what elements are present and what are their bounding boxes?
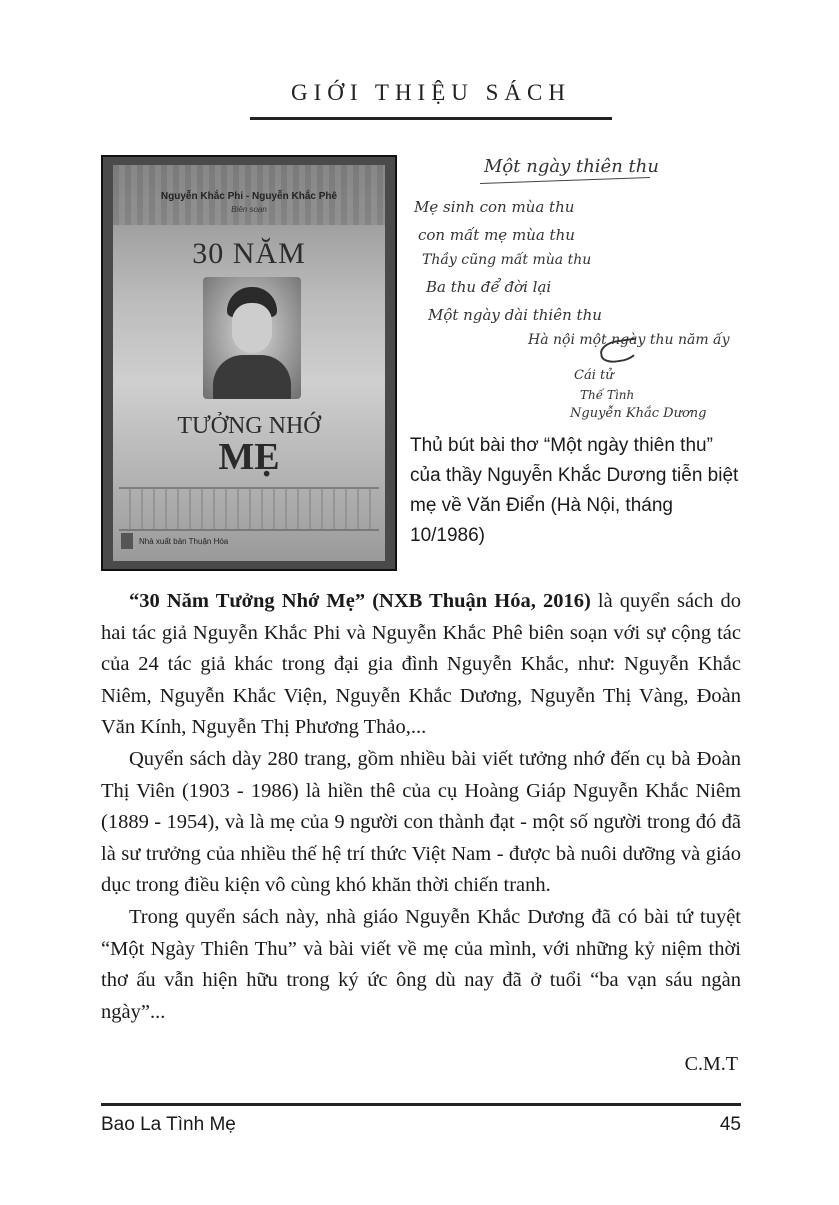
book-cover-image (101, 155, 397, 571)
manuscript-title-underline (480, 177, 650, 184)
paragraph: Trong quyển sách này, nhà giáo Nguyễn Khắc Dương đã có bài tứ tuyệt “Một Ngày Thiên Thu” và bài viết về mẹ của mình, với những kỷ niệm thời thơ ấu vẫn hiện hữu trong ký ức ông dù nay đã ở tuổi “ba vạn sáu ngàn ngày”... (101, 905, 741, 1023)
manuscript-line: Thế Tình (580, 388, 635, 402)
cover-title-mid: TƯỞNG NHỚ (177, 413, 321, 439)
cover-title-top: 30 NĂM (192, 237, 306, 270)
author-signature: C.M.T (684, 1053, 738, 1075)
cover-ornament (119, 487, 379, 531)
footer-divider (101, 1103, 741, 1106)
page-number: 45 (719, 1114, 741, 1135)
manuscript-title: Một ngày thiên thu (484, 156, 659, 177)
manuscript-line: Mẹ sinh con mùa thu (414, 198, 575, 216)
manuscript-image (404, 156, 760, 424)
manuscript-line: Một ngày dài thiên thu (428, 306, 602, 324)
portrait-face (232, 303, 272, 353)
manuscript-line: Cái tử (574, 368, 614, 383)
article-body (101, 586, 741, 1028)
section-title: GIỚI THIỆU SÁCH (291, 80, 571, 105)
cover-title-big: MẸ (218, 436, 280, 478)
cover-portrait (203, 277, 301, 399)
manuscript-line: Hà nội một ngày thu năm ấy (528, 332, 730, 348)
paragraph: Quyển sách dày 280 trang, gồm nhiều bài viết tưởng nhớ đến cụ bà Đoàn Thị Viên (1903 - 1986) là hiền thê của cụ Hoàng Giáp Nguyễn Khắc Niêm (1889 - 1954), và là mẹ của 9 người con thành đạt - một số người trong đó đã là sư trưởng của nhiều thế hệ trí thức Việt Nam - được bà nuôi dưỡng và giáo dục trong điều kiện vô cùng khó khăn thời chiến tranh. (101, 747, 741, 897)
footer-book-title: Bao La Tình Mẹ (101, 1114, 236, 1135)
manuscript-line: Nguyễn Khắc Dương (570, 406, 707, 421)
paragraph-text: là quyển sách do hai tác giả Nguyễn Khắc Phi và Nguyễn Khắc Phê biên soạn với sự cộng tác của 24 tác giả khác trong đại gia đình Nguyễn Khắc, như: Nguyễn Khắc Niêm, Nguyễn Khắc Viện, Nguyễn Khắc Dương, Nguyễn Thị Vàng, Đoàn Văn Kính, Nguyễn Thị Phương Thảo,... (101, 590, 741, 739)
manuscript-line: Ba thu để đời lại (426, 278, 552, 296)
manuscript-line: con mất mẹ mùa thu (418, 226, 575, 244)
book-cover-background (113, 165, 385, 561)
publisher-logo-icon (121, 533, 133, 549)
portrait-body (213, 355, 291, 399)
cover-authors: Nguyễn Khắc Phi - Nguyễn Khắc Phê (160, 191, 338, 202)
header-divider (250, 117, 612, 120)
manuscript-line: Thầy cũng mất mùa thu (422, 252, 592, 268)
paragraph (101, 586, 741, 744)
cover-publisher: Nhà xuất bản Thuận Hóa (139, 537, 229, 546)
book-title-bold: “30 Năm Tưởng Nhớ Mẹ” (NXB Thuận Hóa, 2016) (129, 590, 591, 612)
cover-role: Biên soạn (231, 205, 267, 214)
image-caption: Thủ bút bài thơ “Một ngày thiên thu” của thầy Nguyễn Khắc Dương tiễn biệt mẹ về Văn Điển (Hà Nội, tháng 10/1986) (410, 435, 739, 546)
